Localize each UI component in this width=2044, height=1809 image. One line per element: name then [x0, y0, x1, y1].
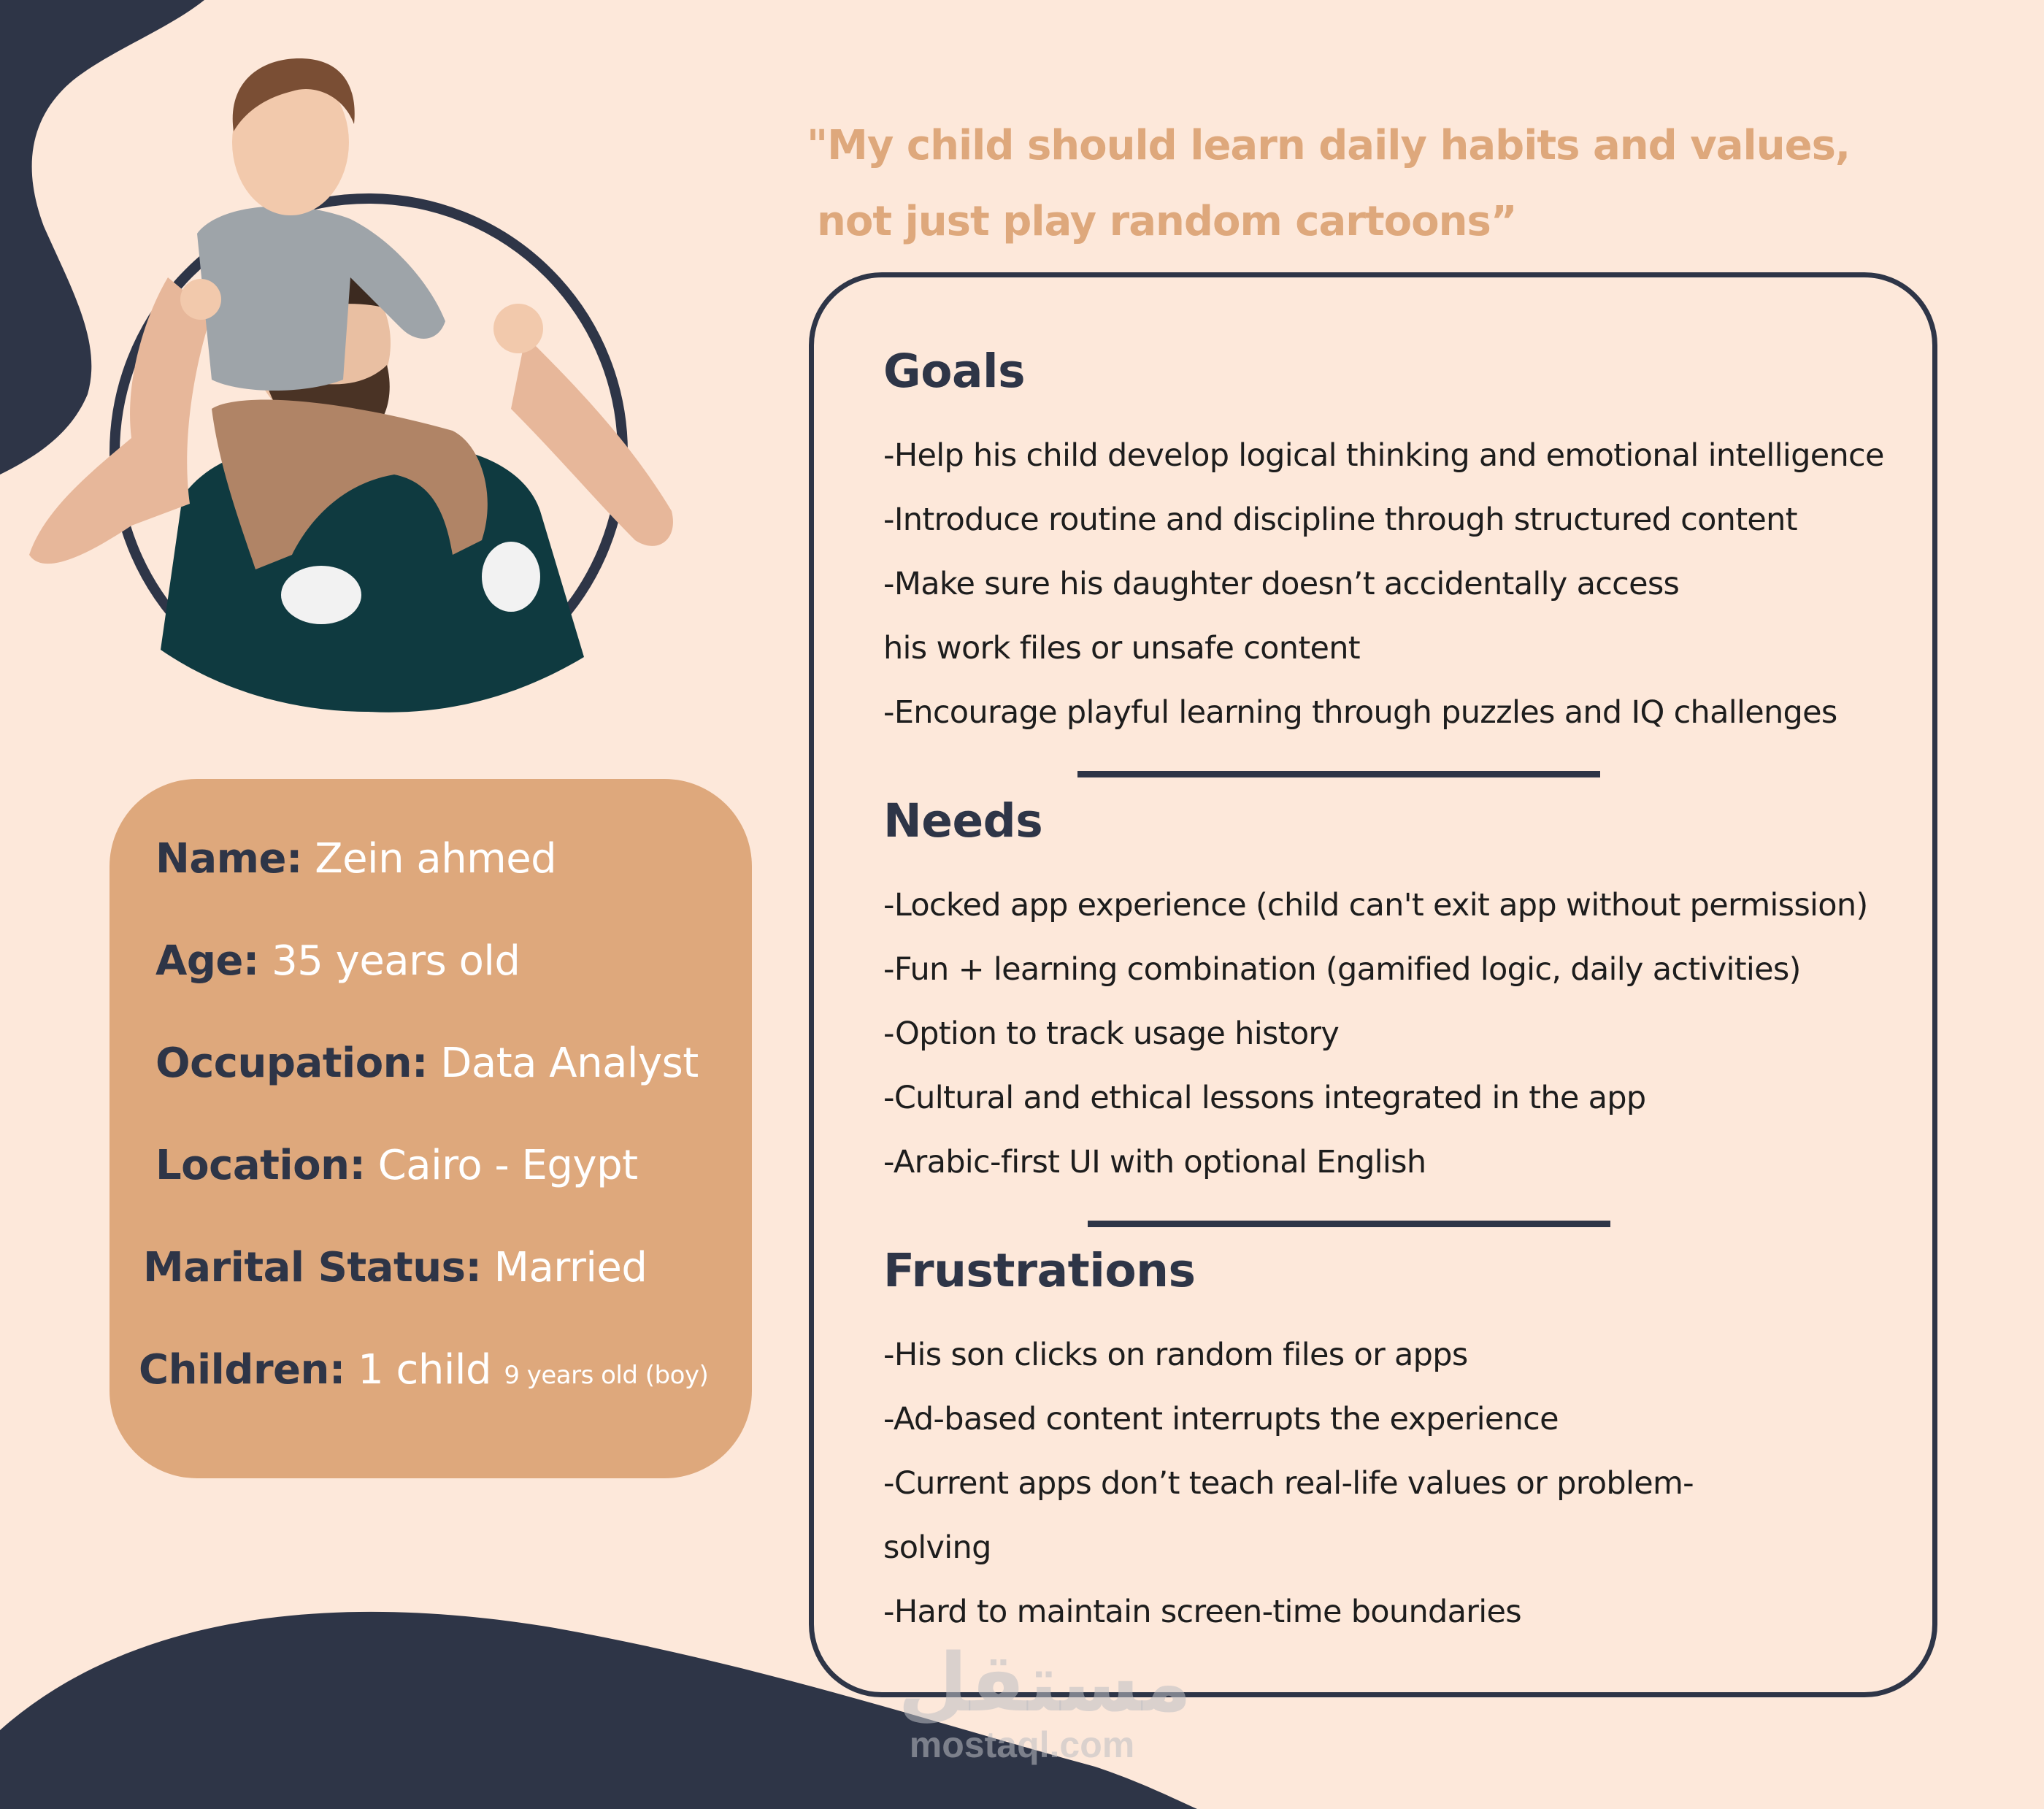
frustrations-item: -Hard to maintain screen-time boundaries — [883, 1594, 1521, 1630]
child-sock-left — [281, 566, 361, 624]
goals-item: -Encourage playful learning through puzzles and IQ challenges — [883, 694, 1837, 731]
goals-title: Goals — [883, 345, 1026, 398]
profile-occupation-row — [155, 1040, 699, 1087]
profile-location-row — [155, 1142, 638, 1189]
goals-item: -Introduce routine and discipline through structured content — [883, 502, 1797, 538]
section-divider — [1088, 1221, 1610, 1227]
age-label: Age: — [155, 937, 259, 985]
marital-label: Marital Status: — [143, 1244, 482, 1291]
watermark-arabic: مستقل — [898, 1636, 1192, 1729]
profile-age-row — [155, 937, 520, 985]
location-value: Cairo - Egypt — [377, 1142, 638, 1189]
name-label: Name: — [155, 835, 302, 883]
children-value: 1 child — [358, 1346, 491, 1394]
needs-item: -Option to track usage history — [883, 1015, 1340, 1052]
frustrations-list — [883, 1323, 1694, 1644]
profile-marital-row — [143, 1244, 647, 1291]
needs-item: -Arabic-first UI with optional English — [883, 1144, 1426, 1180]
needs-list — [883, 873, 1868, 1194]
frustrations-item: -Current apps don’t teach real-life values or problem- — [883, 1465, 1694, 1502]
goals-item: his work files or unsafe content — [883, 630, 1360, 667]
frustrations-title: Frustrations — [883, 1244, 1196, 1297]
frustrations-item: solving — [883, 1529, 991, 1566]
persona-quote — [807, 108, 1850, 260]
watermark-domain: mostaql.com — [909, 1724, 1135, 1765]
mostaql-watermark — [898, 1636, 1192, 1767]
child-hand-right — [493, 304, 543, 353]
name-value: Zein ahmed — [315, 835, 557, 883]
child-sock-right — [482, 542, 540, 612]
persona-photo — [0, 0, 730, 730]
needs-item: -Fun + learning combination (gamified logic, daily activities) — [883, 951, 1801, 988]
needs-item: -Cultural and ethical lessons integrated in the app — [883, 1080, 1646, 1116]
child-hand-left — [180, 279, 221, 320]
needs-item: -Locked app experience (child can't exit app without permission) — [883, 887, 1868, 923]
needs-title: Needs — [883, 794, 1043, 848]
marital-value: Married — [493, 1244, 648, 1291]
quote-line-1: "My child should learn daily habits and values, — [807, 122, 1851, 169]
location-label: Location: — [155, 1142, 366, 1189]
goals-list — [883, 423, 1884, 745]
occupation-value: Data Analyst — [440, 1040, 699, 1087]
goals-item: -Make sure his daughter doesn’t accidentally access — [883, 566, 1680, 602]
age-value: 35 years old — [272, 937, 520, 985]
goals-item: -Help his child develop logical thinking and emotional intelligence — [883, 437, 1884, 474]
section-divider — [1077, 771, 1600, 777]
quote-line-2: not just play random cartoons” — [817, 198, 1517, 245]
occupation-label: Occupation: — [155, 1040, 428, 1087]
children-detail: 9 years old (boy) — [504, 1361, 709, 1390]
frustrations-item: -His son clicks on random files or apps — [883, 1337, 1468, 1373]
profile-children-row — [139, 1346, 708, 1394]
frustrations-item: -Ad-based content interrupts the experience — [883, 1401, 1559, 1437]
profile-name-row — [155, 835, 556, 883]
children-label: Children: — [139, 1346, 345, 1394]
